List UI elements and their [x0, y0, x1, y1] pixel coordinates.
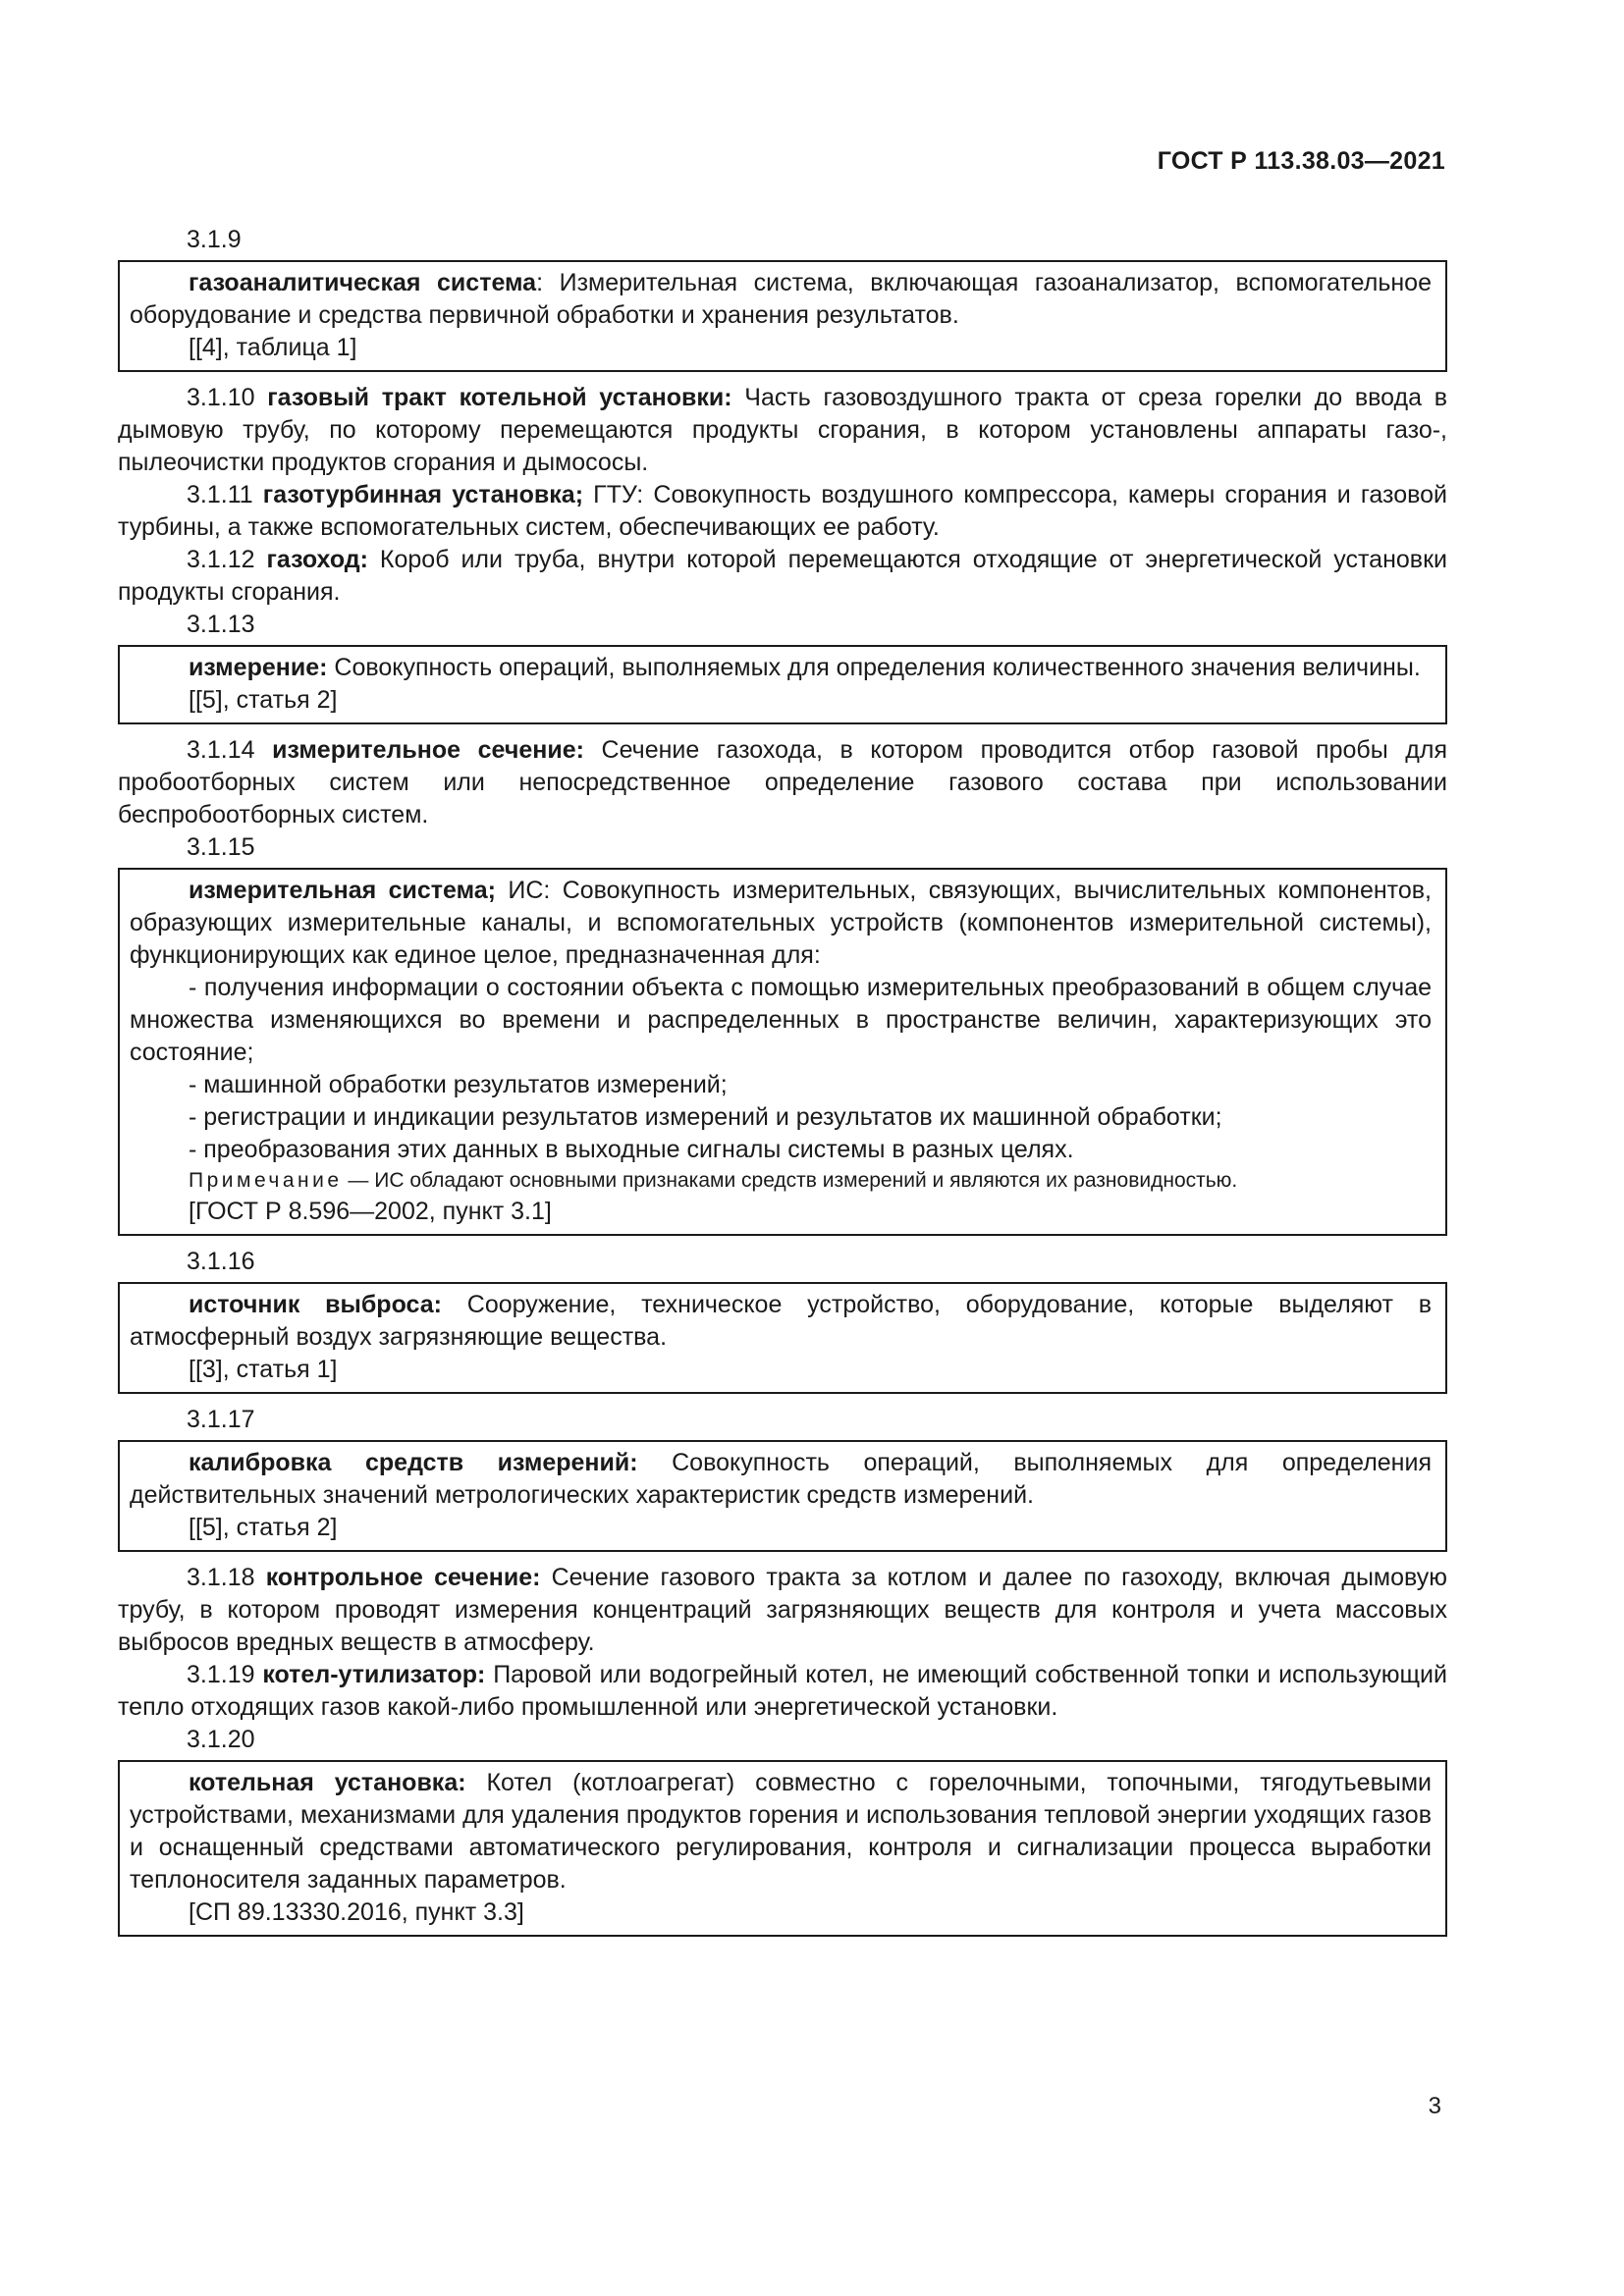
definition-source: [[5], статья 2]: [189, 686, 338, 714]
term-definition: Совокупность операций, выполняемых для определения количественного значения величины.: [327, 654, 1421, 681]
term-number: 3.1.15: [187, 833, 255, 861]
term-number: 3.1.11: [187, 481, 253, 508]
definition-text: [130, 875, 1432, 972]
definition-paragraph: [118, 1562, 1447, 1659]
definition-source: [[5], статья 2]: [189, 1514, 338, 1541]
term-name: котел-утилизатор:: [262, 1661, 486, 1688]
term-name: газоаналитическая система: [189, 269, 537, 296]
term-definition: : Измерительная система, включающая газоанализатор, вспомогательное оборудование и средства первичной обработки и хранения результатов.: [130, 269, 1432, 329]
term-definition: Совокупность операций, выполняемых для определения действительных значений метрологических характеристик средств измерений.: [130, 1449, 1432, 1509]
definition-text: [130, 267, 1432, 332]
term-number: 3.1.12: [187, 546, 255, 573]
definition-box: [118, 260, 1447, 372]
terms-section: [118, 224, 1447, 1947]
term-name: газоход:: [266, 546, 368, 573]
term-number: 3.1.13: [187, 611, 255, 638]
list-item: - получения информации о состоянии объекта с помощью измерительных преобразований в общем случае множества изменяющихся во времени и распределенных в пространстве величин, характеризующих это состояние;: [130, 974, 1432, 1066]
list-item: - машинной обработки результатов измерений;: [189, 1071, 728, 1098]
term-number: 3.1.20: [187, 1726, 255, 1753]
term-number: 3.1.14: [187, 736, 255, 764]
definition-source: [[3], статья 1]: [189, 1356, 338, 1383]
definition-source: [[4], таблица 1]: [189, 334, 357, 361]
definition-paragraph: [118, 1659, 1447, 1724]
list-item: - преобразования этих данных в выходные сигналы системы в разных целях.: [189, 1136, 1074, 1163]
term-number: 3.1.9: [187, 226, 242, 253]
definition-text: [130, 1289, 1432, 1354]
definition-source: [СП 89.13330.2016, пункт 3.3]: [189, 1898, 524, 1926]
term-name: контрольное сечение:: [265, 1564, 541, 1591]
term-number: 3.1.19: [187, 1661, 255, 1688]
definition-box: [118, 1440, 1447, 1552]
definition-text: [130, 1767, 1432, 1896]
term-name: калибровка средств измерений:: [189, 1449, 638, 1476]
note-label: Примечание: [189, 1169, 343, 1192]
term-definition: Паровой или водогрейный котел, не имеющий собственной топки и использующий тепло отходящих газов какой-либо промышленной или энергетической установки.: [118, 1661, 1447, 1721]
definition-paragraph: [118, 544, 1447, 609]
definition-list: [130, 972, 1432, 1166]
term-name: измерение:: [189, 654, 328, 681]
term-definition: Сечение газохода, в котором проводится отбор газовой пробы для пробоотборных систем или непосредственное определение газового состава при использовании беспробоотборных систем.: [118, 736, 1447, 828]
term-definition: ИС: Совокупность измерительных, связующих, вычислительных компонентов, образующих измерительные каналы, и вспомогательных устройств (компонентов измерительной системы), функционирующих как единое целое, предназначенная для:: [130, 877, 1432, 969]
term-definition: Котел (котлоагрегат) совместно с горелочными, топочными, тягодутьевыми устройствами, механизмами для удаления продуктов горения и использования тепловой энергии уходящих газов и оснащенный средствами автоматического регулирования, контроля и сигнализации процесса выработки теплоносителя заданных параметров.: [130, 1769, 1432, 1894]
definition-text: [130, 1447, 1432, 1512]
term-name: котельная установка:: [189, 1769, 466, 1796]
definition-box: [118, 1282, 1447, 1394]
definition-box: [118, 1760, 1447, 1937]
term-definition: Сечение газового тракта за котлом и далее по газоходу, включая дымовую трубу, в котором проводят измерения концентраций загрязняющих веществ для контроля и учета массовых выбросов вредных веществ в атмосферу.: [118, 1564, 1447, 1656]
note-text: — ИС обладают основными признаками средств измерений и являются их разновидностью.: [342, 1169, 1238, 1192]
term-definition: Сооружение, техническое устройство, оборудование, которые выделяют в атмосферный воздух загрязняющие вещества.: [130, 1291, 1433, 1351]
document-header: ГОСТ Р 113.38.03—2021: [1157, 147, 1445, 175]
term-name: источник выброса:: [189, 1291, 442, 1318]
term-definition: Короб или труба, внутри которой перемещаются отходящие от энергетической установки продукты сгорания.: [118, 546, 1447, 606]
definition-paragraph: [118, 734, 1447, 831]
page-number: 3: [1428, 2093, 1441, 2119]
term-number: 3.1.16: [187, 1248, 255, 1275]
term-name: газотурбинная установка;: [262, 481, 584, 508]
definition-paragraph: [118, 382, 1447, 479]
definition-box: [118, 868, 1447, 1236]
term-number: 3.1.10: [187, 384, 255, 411]
definition-box: [118, 645, 1447, 724]
term-name: измерительная система;: [189, 877, 496, 904]
term-definition: Часть газовоздушного тракта от среза горелки до ввода в дымовую трубу, по которому перемещаются продукты сгорания, в котором установлены аппараты газо-, пылеочистки продуктов сгорания и дымососы.: [118, 384, 1447, 476]
term-name: измерительное сечение:: [272, 736, 584, 764]
definition-paragraph: [118, 479, 1447, 544]
term-number: 3.1.17: [187, 1406, 255, 1433]
list-item: - регистрации и индикации результатов измерений и результатов их машинной обработки;: [189, 1103, 1222, 1131]
term-name: газовый тракт котельной установки:: [267, 384, 732, 411]
definition-note: [130, 1166, 1432, 1196]
definition-text: [130, 652, 1432, 684]
term-number: 3.1.18: [187, 1564, 255, 1591]
term-definition: ГТУ: Совокупность воздушного компрессора, камеры сгорания и газовой турбины, а также вспомогательных систем, обеспечивающих ее работу.: [118, 481, 1447, 541]
definition-source: [ГОСТ Р 8.596—2002, пункт 3.1]: [189, 1198, 552, 1225]
